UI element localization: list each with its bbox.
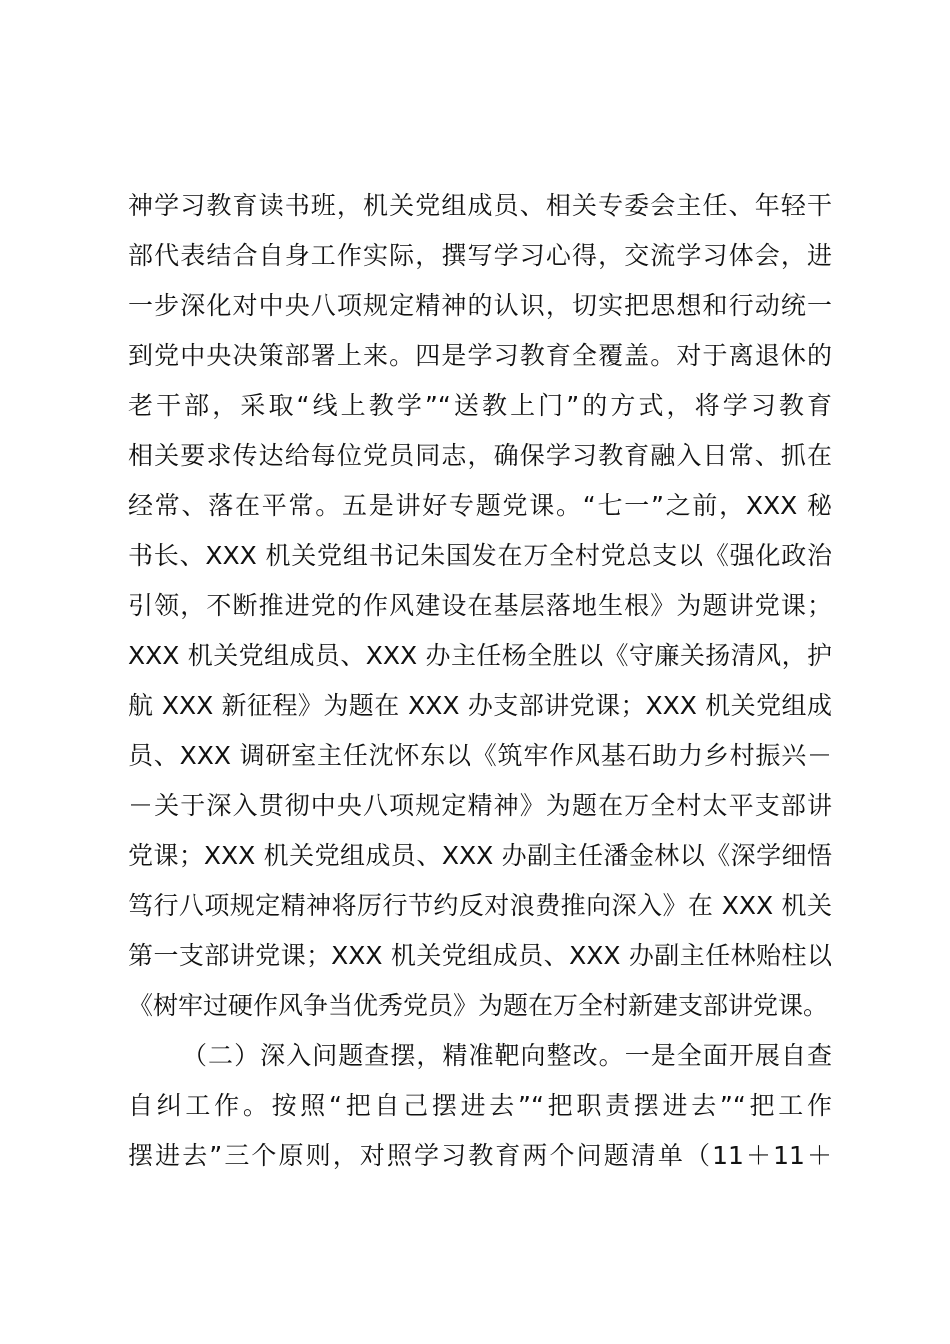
text-line: 到党中央决策部署上来。四是学习教育全覆盖。对于离退休的 bbox=[128, 341, 832, 370]
body-text bbox=[128, 181, 832, 1181]
text-line: 神学习教育读书班，机关党组成员、相关专委会主任、年轻干 bbox=[128, 191, 832, 220]
text-line: 笃行八项规定精神将厉行节约反对浪费推向深入》在 XXX 机关 bbox=[128, 891, 832, 920]
text-line: 书长、XXX 机关党组书记朱国发在万全村党总支以《强化政治 bbox=[128, 541, 832, 570]
text-line: 党课；XXX 机关党组成员、XXX 办副主任潘金林以《深学细悟 bbox=[128, 841, 832, 870]
text-line: 员、XXX 调研室主任沈怀东以《筑牢作风基石助力乡村振兴－ bbox=[128, 741, 832, 770]
text-line: 《树牢过硬作风争当优秀党员》为题在万全村新建支部讲党课。 bbox=[128, 991, 829, 1020]
text-line: XXX 机关党组成员、XXX 办主任杨全胜以《守廉关扬清风，护 bbox=[128, 641, 832, 670]
text-line: 部代表结合自身工作实际，撰写学习心得，交流学习体会，进 bbox=[128, 241, 832, 270]
text-line: －关于深入贯彻中央八项规定精神》为题在万全村太平支部讲 bbox=[128, 791, 832, 820]
text-line: 摆进去”三个原则，对照学习教育两个问题清单（11＋11＋ bbox=[128, 1141, 832, 1170]
text-line: 引领，不断推进党的作风建设在基层落地生根》为题讲党课； bbox=[128, 591, 832, 620]
text-line: 自纠工作。按照“把自己摆进去”“把职责摆进去”“把工作 bbox=[128, 1091, 832, 1120]
text-line: 经常、落在平常。五是讲好专题党课。“七一”之前，XXX 秘 bbox=[128, 491, 832, 520]
text-line: 航 XXX 新征程》为题在 XXX 办支部讲党课；XXX 机关党组成 bbox=[128, 691, 832, 720]
text-line: 第一支部讲党课；XXX 机关党组成员、XXX 办副主任林贻柱以 bbox=[128, 941, 832, 970]
text-line: 相关要求传达给每位党员同志，确保学习教育融入日常、抓在 bbox=[128, 441, 832, 470]
text-line: 一步深化对中央八项规定精神的认识，切实把思想和行动统一 bbox=[128, 291, 832, 320]
text-line: 老干部，采取“线上教学”“送教上门”的方式，将学习教育 bbox=[128, 391, 832, 420]
section-heading-line: （二）深入问题查摆，精准靶向整改。一是全面开展自查 bbox=[182, 1041, 832, 1070]
